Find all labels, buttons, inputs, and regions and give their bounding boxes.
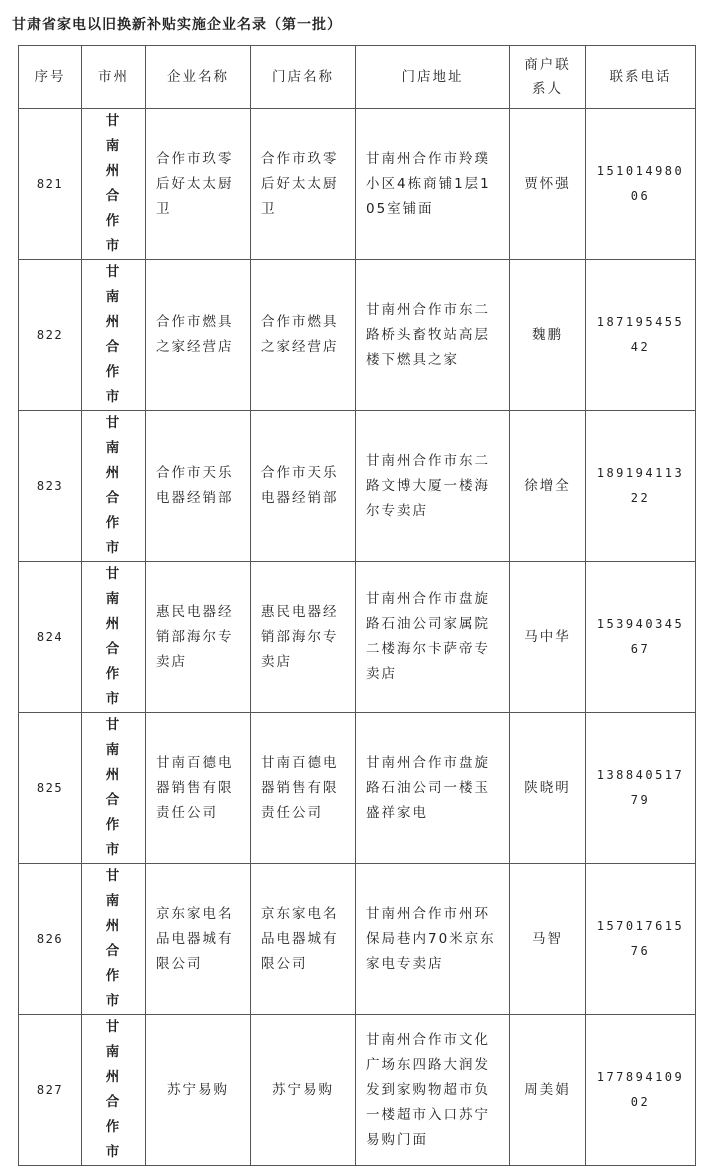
store-cell: 京东家电名品电器城有限公司 (251, 864, 356, 1015)
table-row (19, 864, 696, 1015)
seq-cell: 822 (19, 260, 82, 411)
address-cell: 甘南州合作市州环保局巷内70米京东家电专卖店 (356, 864, 510, 1015)
city-cell: 甘南州合作市 (82, 562, 146, 713)
city-cell: 甘南州合作市 (82, 260, 146, 411)
city-cell: 甘南州合作市 (82, 109, 146, 260)
store-cell: 惠民电器经销部海尔专卖店 (251, 562, 356, 713)
header-phone: 联系电话 (586, 46, 696, 109)
table-row (19, 1015, 696, 1166)
header-contact: 商户联系人 (510, 46, 586, 109)
seq-cell: 827 (19, 1015, 82, 1166)
table-row (19, 411, 696, 562)
store-cell: 合作市天乐电器经销部 (251, 411, 356, 562)
phone-cell: 18719545542 (586, 260, 696, 411)
seq-cell: 823 (19, 411, 82, 562)
phone-cell: 18919411322 (586, 411, 696, 562)
contact-cell: 马智 (510, 864, 586, 1015)
contact-cell: 徐增全 (510, 411, 586, 562)
table-row (19, 713, 696, 864)
phone-cell: 13884051779 (586, 713, 696, 864)
store-cell: 合作市玖零后好太太厨卫 (251, 109, 356, 260)
header-seq: 序号 (19, 46, 82, 109)
company-cell: 甘南百德电器销售有限责任公司 (146, 713, 251, 864)
company-cell: 苏宁易购 (146, 1015, 251, 1166)
store-cell: 甘南百德电器销售有限责任公司 (251, 713, 356, 864)
city-cell: 甘南州合作市 (82, 864, 146, 1015)
phone-cell: 15394034567 (586, 562, 696, 713)
company-cell: 合作市天乐电器经销部 (146, 411, 251, 562)
page-title: 甘肃省家电以旧换新补贴实施企业名录（第一批） (12, 17, 342, 33)
store-cell: 苏宁易购 (251, 1015, 356, 1166)
table-header-row (19, 46, 696, 109)
phone-cell: 17789410902 (586, 1015, 696, 1166)
company-cell: 惠民电器经销部海尔专卖店 (146, 562, 251, 713)
contact-cell: 魏鹏 (510, 260, 586, 411)
table-row (19, 260, 696, 411)
seq-cell: 824 (19, 562, 82, 713)
seq-cell: 821 (19, 109, 82, 260)
contact-cell: 周美娟 (510, 1015, 586, 1166)
enterprise-table (18, 45, 696, 1166)
city-cell: 甘南州合作市 (82, 411, 146, 562)
city-cell: 甘南州合作市 (82, 1015, 146, 1166)
contact-cell: 马中华 (510, 562, 586, 713)
header-address: 门店地址 (356, 46, 510, 109)
table-row (19, 109, 696, 260)
header-company: 企业名称 (146, 46, 251, 109)
city-cell: 甘南州合作市 (82, 713, 146, 864)
address-cell: 甘南州合作市东二路桥头畜牧站高层楼下燃具之家 (356, 260, 510, 411)
contact-cell: 陕晓明 (510, 713, 586, 864)
address-cell: 甘南州合作市盘旋路石油公司家属院二楼海尔卡萨帝专卖店 (356, 562, 510, 713)
company-cell: 合作市燃具之家经营店 (146, 260, 251, 411)
address-cell: 甘南州合作市盘旋路石油公司一楼玉盛祥家电 (356, 713, 510, 864)
table-row (19, 562, 696, 713)
company-cell: 合作市玖零后好太太厨卫 (146, 109, 251, 260)
company-cell: 京东家电名品电器城有限公司 (146, 864, 251, 1015)
store-cell: 合作市燃具之家经营店 (251, 260, 356, 411)
seq-cell: 825 (19, 713, 82, 864)
header-store: 门店名称 (251, 46, 356, 109)
header-city: 市州 (82, 46, 146, 109)
phone-cell: 15101498006 (586, 109, 696, 260)
address-cell: 甘南州合作市羚璞小区4栋商铺1层105室铺面 (356, 109, 510, 260)
contact-cell: 贾怀强 (510, 109, 586, 260)
phone-cell: 15701761576 (586, 864, 696, 1015)
address-cell: 甘南州合作市文化广场东四路大润发发到家购物超市负一楼超市入口苏宁易购门面 (356, 1015, 510, 1166)
seq-cell: 826 (19, 864, 82, 1015)
address-cell: 甘南州合作市东二路文博大厦一楼海尔专卖店 (356, 411, 510, 562)
